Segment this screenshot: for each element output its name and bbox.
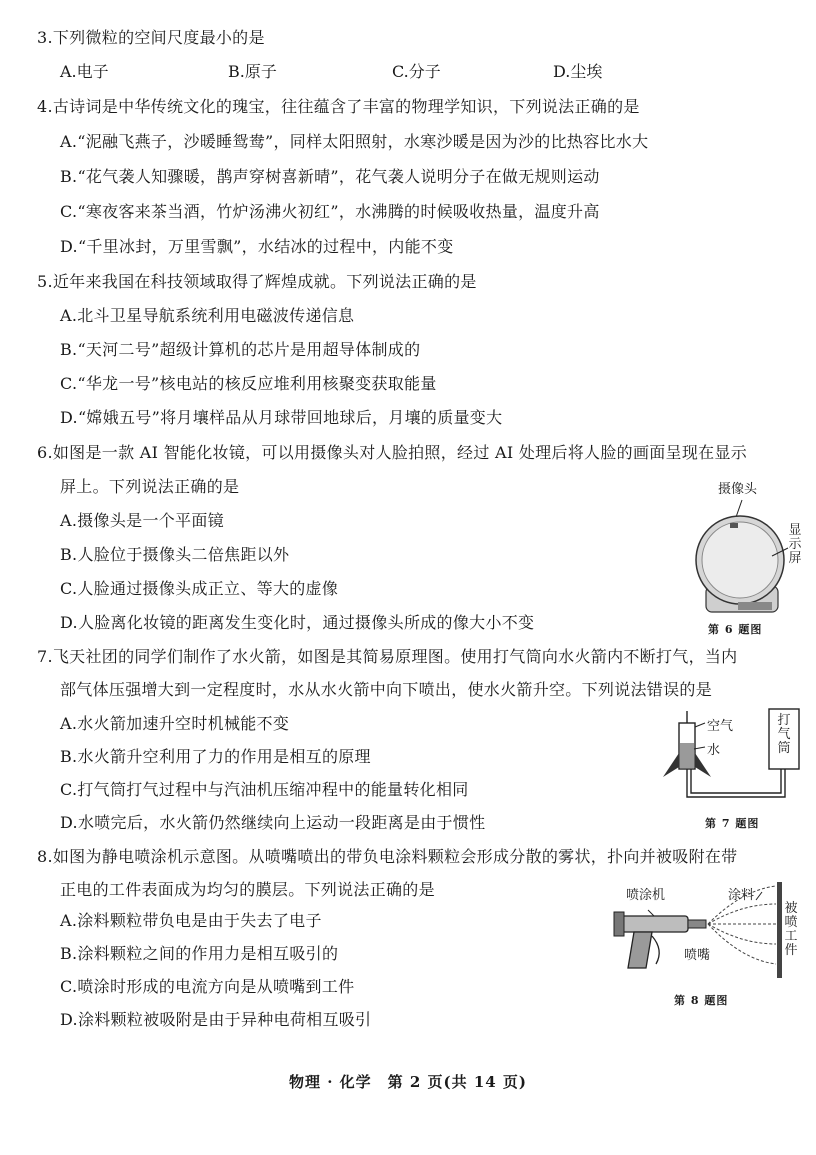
q7-stem-line1: 7.飞天社团的同学们制作了水火箭，如图是其简易原理图。使用打气筒向水火箭内不断打气，当内	[37, 647, 738, 666]
ai-mirror-illustration	[692, 498, 792, 618]
q6-stem-line1: 6.如图是一款 AI 智能化妆镜，可以用摄像头对人脸拍照，经过 AI 处理后将人脸的画面呈现在显示	[37, 443, 748, 462]
q3-stem: 3.下列微粒的空间尺度最小的是	[37, 28, 265, 47]
q4-option-b: B.“花气袭人知骤暖，鹊声穿树喜新晴”，花气袭人说明分子在做无规则运动	[60, 167, 600, 186]
q5-option-c: C.“华龙一号”核电站的核反应堆利用核聚变获取能量	[60, 374, 437, 393]
q6-stem-line2: 屏上。下列说法正确的是	[60, 477, 240, 496]
q7-stem-line2: 部气体压强增大到一定程度时，水从水火箭中向下喷出，使水火箭升空。下列说法错误的是	[60, 680, 713, 699]
q7-option-d: D.水喷完后，水火箭仍然继续向上运动一段距离是由于惯性	[60, 813, 486, 832]
q8-stem-line2: 正电的工件表面成为均匀的膜层。下列说法正确的是	[60, 880, 435, 899]
q7-figure-caption: 第 7 题图	[705, 817, 760, 830]
q8-figure-caption: 第 8 题图	[674, 994, 729, 1007]
q6-option-b: B.人脸位于摄像头二倍焦距以外	[60, 545, 290, 564]
page-footer: 物理 · 化学 第 2 页(共 14 页)	[288, 1073, 528, 1091]
q5-option-d: D.“嫦娥五号”将月壤样品从月球带回地球后，月壤的质量变大	[60, 408, 503, 427]
q6-option-a: A.摄像头是一个平面镜	[60, 511, 224, 530]
q7-label-pump: 打气筒	[777, 713, 791, 756]
q8-label-nozzle: 喷嘴	[684, 948, 711, 963]
q6-label-camera: 摄像头	[718, 482, 758, 497]
q8-figure	[612, 880, 807, 1010]
q3-option-d: D.尘埃	[553, 62, 603, 81]
q7-option-c: C.打气筒打气过程中与汽油机压缩冲程中的能量转化相同	[60, 780, 469, 799]
q3-option-a: A.电子	[60, 62, 109, 81]
q6-figure-caption: 第 6 题图	[708, 623, 763, 636]
q8-label-machine: 喷涂机	[626, 888, 666, 903]
q8-label-paint: 涂料	[728, 888, 755, 903]
q4-stem: 4.古诗词是中华传统文化的瑰宝，往往蕴含了丰富的物理学知识，下列说法正确的是	[37, 97, 640, 116]
q4-option-d: D.“千里冰封，万里雪飘”，水结冰的过程中，内能不变	[60, 237, 454, 256]
q8-option-a: A.涂料颗粒带负电是由于失去了电子	[60, 911, 322, 930]
q5-stem: 5.近年来我国在科技领域取得了辉煌成就。下列说法正确的是	[37, 272, 477, 291]
q5-option-a: A.北斗卫星导航系统利用电磁波传递信息	[60, 306, 355, 325]
q7-option-b: B.水火箭升空利用了力的作用是相互的原理	[60, 747, 371, 766]
q6-option-c: C.人脸通过摄像头成正立、等大的虚像	[60, 579, 339, 598]
q8-option-c: C.喷涂时形成的电流方向是从喷嘴到工件	[60, 977, 355, 996]
q3-option-b: B.原子	[228, 62, 277, 81]
q3-options	[0, 62, 816, 82]
q7-figure	[655, 705, 805, 835]
q7-label-water: 水	[707, 743, 721, 758]
q6-figure	[690, 478, 810, 638]
q7-option-a: A.水火箭加速升空时机械能不变	[60, 714, 290, 733]
q8-option-d: D.涂料颗粒被吸附是由于异种电荷相互吸引	[60, 1010, 372, 1029]
q6-label-screen: 显示屏	[788, 523, 802, 566]
q5-option-b: B.“天河二号”超级计算机的芯片是用超导体制成的	[60, 340, 421, 359]
q8-stem-line1: 8.如图为静电喷涂机示意图。从喷嘴喷出的带负电涂料颗粒会形成分散的雾状，扑向并被吸附在带	[37, 847, 738, 866]
q7-label-air: 空气	[707, 719, 734, 734]
q4-option-c: C.“寒夜客来茶当酒，竹炉汤沸火初红”，水沸腾的时候吸收热量，温度升高	[60, 202, 600, 221]
q8-option-b: B.涂料颗粒之间的作用力是相互吸引的	[60, 944, 339, 963]
q8-label-workpiece: 被喷工件	[784, 901, 798, 958]
q6-option-d: D.人脸离化妆镜的距离发生变化时，通过摄像头所成的像大小不变	[60, 613, 535, 632]
q4-option-a: A.“泥融飞燕子，沙暖睡鸳鸯”，同样太阳照射，水寒沙暖是因为沙的比热容比水大	[60, 132, 649, 151]
q3-option-c: C.分子	[392, 62, 441, 81]
